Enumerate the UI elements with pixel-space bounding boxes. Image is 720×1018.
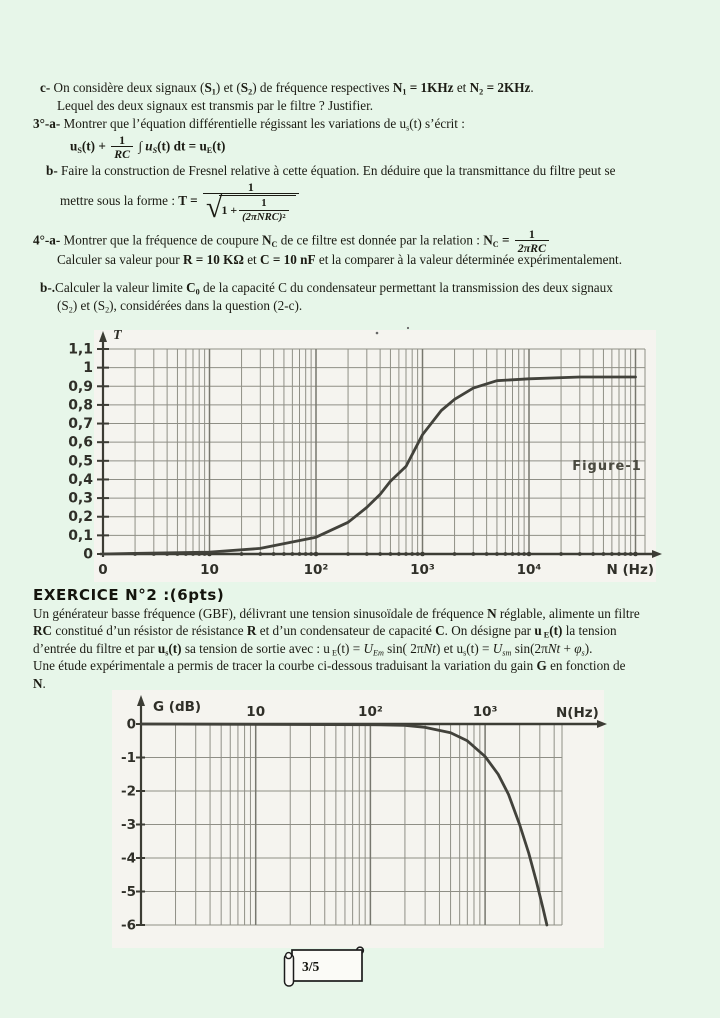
text-segment: et	[243, 252, 261, 267]
text-segment: Nt	[547, 641, 561, 656]
text-segment: = 2KHz	[483, 80, 531, 95]
text-segment: S	[240, 80, 249, 95]
line-transmittance-formula	[60, 181, 301, 223]
line-question-4a	[33, 228, 551, 255]
text-segment: Montrer que l’équation différentielle régissant les variations de u	[63, 116, 407, 131]
line-question-4a2	[57, 252, 622, 269]
text-segment: E	[329, 648, 337, 658]
text-segment: Lequel des deux signaux est transmis par le filtre ? Justifier.	[57, 98, 374, 113]
text-segment: φ	[574, 641, 582, 656]
scroll-roll-curl-icon	[286, 953, 292, 959]
text-segment: 1 +	[221, 203, 238, 218]
text-segment: et d’un condensateur de capacité	[256, 623, 436, 638]
figure2-ytick-label: 0	[126, 716, 136, 733]
text-segment: N	[392, 80, 403, 95]
line-differential-equation	[70, 134, 225, 161]
text-segment: . On désigne par	[444, 623, 535, 638]
text-segment: de ce filtre est donnée par la relation :	[277, 232, 484, 248]
text-segment: s	[165, 648, 169, 658]
text-segment: 2	[282, 212, 286, 220]
text-segment: sin( 2π	[383, 641, 424, 656]
text-segment: (t)	[168, 641, 182, 656]
text-segment: d’entrée du filtre et par	[33, 641, 158, 656]
text-segment: Un générateur basse fréquence (GBF), délivrant une tension sinusoïdale de fréquence	[33, 606, 488, 621]
text-segment: C	[492, 239, 499, 249]
figure2-xaxis-label: N(Hz)	[556, 705, 599, 721]
figure1-xtick-label: 10³	[410, 562, 435, 578]
figure1-xaxis-label: N (Hz)	[606, 562, 654, 578]
figure1-ytick-label: 0	[83, 546, 93, 563]
text-segment: 1	[402, 87, 407, 97]
text-segment: U	[492, 641, 503, 656]
text-segment: et	[453, 80, 470, 95]
figure1-xtick-label: 10	[200, 562, 219, 578]
text-segment: mettre sous la forme :	[60, 192, 179, 208]
text-segment: 4°-a-	[33, 232, 64, 248]
figure1-xtick-label: 0	[98, 562, 108, 578]
figure2-xtick-label: 10²	[358, 704, 383, 720]
text-segment: et la comparer à la valeur déterminée expérimentalement.	[315, 252, 622, 267]
text-segment: ∫	[135, 138, 146, 154]
figure1-caption: Figure-1	[572, 459, 642, 474]
text-segment: C = 10 nF	[260, 252, 316, 267]
text-segment: Em	[372, 648, 384, 658]
fraction	[239, 198, 289, 222]
text-segment: 0	[195, 287, 200, 297]
line-ex2-p3	[33, 641, 592, 659]
text-segment: N	[469, 80, 480, 95]
figure2-ytick-label: -6	[121, 917, 136, 934]
text-segment: b-.	[40, 280, 56, 295]
figure2-ytick-label: -4	[121, 850, 136, 867]
text-segment: S	[204, 80, 212, 95]
figure1-ytick-label: 0,4	[68, 471, 93, 488]
text-segment: (S	[57, 298, 69, 313]
text-segment: 1	[528, 227, 535, 241]
text-segment: N	[33, 676, 43, 691]
text-segment: u	[534, 623, 542, 638]
text-segment: (t) s’écrit :	[409, 116, 465, 131]
text-segment: 2	[248, 87, 253, 97]
page-number-scroll	[276, 942, 380, 997]
figure1-xtick-label: 10⁴	[516, 562, 542, 578]
text-segment: R = 10 KΩ	[182, 252, 244, 267]
text-segment: = 1KHz	[406, 80, 454, 95]
text-segment: ) de fréquence respectives	[252, 80, 393, 95]
figure1-ytick-label: 1,1	[68, 341, 93, 358]
text-segment: Calculer la valeur limite	[55, 280, 187, 295]
text-segment: R	[246, 623, 257, 638]
fraction	[203, 181, 299, 223]
fraction	[111, 134, 133, 161]
line-question-c2	[57, 98, 373, 115]
figure1-ytick-label: 0,8	[68, 397, 93, 414]
text-segment: Montrer que la fréquence de coupure	[63, 232, 262, 248]
exercise2-heading: EXERCICE N°2 :(6pts)	[33, 586, 225, 604]
text-segment: 3°-a-	[33, 116, 64, 131]
text-segment: (t) =	[336, 641, 364, 656]
figure2-xtick-label: 10³	[472, 704, 498, 720]
square-root	[205, 191, 296, 225]
text-segment: E	[206, 145, 213, 155]
line-question-c	[40, 80, 534, 98]
text-segment: S	[152, 145, 158, 155]
text-segment: S	[77, 145, 82, 155]
text-segment: RC	[33, 623, 53, 638]
text-segment: 1	[119, 133, 126, 147]
text-segment: 2	[68, 305, 73, 315]
text-segment: c-	[40, 80, 54, 95]
radical-icon: √	[205, 191, 223, 225]
text-segment: ) et u	[435, 641, 464, 656]
text-segment: (2πNRC)	[242, 210, 283, 223]
text-segment: sin(2π	[511, 641, 548, 656]
text-segment: E	[541, 630, 550, 640]
text-segment: ), considérées dans la question (2-c).	[109, 298, 303, 313]
text-segment: (t) =	[466, 641, 493, 656]
text-segment: G	[536, 658, 547, 673]
line-question-4b2	[57, 298, 302, 316]
line-ex2-p4	[33, 658, 626, 675]
text-segment: s	[406, 123, 410, 133]
figure1-ytick-label: 0,1	[68, 527, 93, 544]
text-segment: C	[186, 280, 196, 295]
text-segment: Nt	[423, 641, 436, 656]
scroll-banner-shape	[276, 942, 380, 992]
text-segment: u	[199, 138, 207, 154]
text-segment: réglable, alimente un filtre	[496, 606, 640, 621]
page-number: 3/5	[302, 959, 320, 974]
text-segment: (t) dt	[157, 138, 186, 154]
text-segment: T	[178, 192, 187, 208]
figure1-xtick-label: 10²	[303, 562, 329, 578]
figure1-ytick-label: 1	[83, 360, 93, 377]
figure2-yaxis-label: G (dB)	[153, 699, 202, 715]
text-segment: de la capacité C du condensateur permettant la transmission des deux signaux	[199, 280, 613, 295]
text-segment: +	[95, 138, 110, 154]
figure1-ytick-label: 0,6	[68, 434, 93, 451]
text-segment: 2	[479, 87, 484, 97]
text-segment: On considère deux signaux (	[53, 80, 205, 95]
figure1-ytick-label: 0,9	[68, 378, 93, 395]
text-segment: N	[262, 232, 272, 248]
text-segment: u	[70, 138, 78, 154]
text-segment: U	[363, 641, 373, 656]
figure2-ytick-label: -3	[121, 817, 136, 833]
text-segment: N	[487, 606, 497, 621]
text-segment: (t)	[549, 623, 563, 638]
text-segment: b-	[46, 163, 62, 178]
text-segment: u	[145, 138, 153, 154]
text-segment: (t)	[81, 138, 96, 154]
text-segment: 1	[247, 180, 254, 194]
text-segment: en fonction de	[546, 658, 626, 673]
text-segment: Faire la construction de Fresnel relative à cette équation. En déduire que la transmittance du filtre peut se	[61, 163, 616, 178]
figure1-ytick-label: 0,2	[68, 509, 93, 526]
text-segment: C	[271, 239, 278, 249]
text-segment: =	[186, 192, 201, 208]
text-segment: 2πRC	[517, 241, 547, 256]
text-segment: C	[435, 623, 445, 638]
figure1-ytick-label: 0,7	[68, 416, 93, 433]
figure2-xtick-label: 10	[246, 704, 266, 720]
figure2-ytick-label: -1	[121, 750, 136, 766]
figure1-svg	[0, 318, 720, 594]
text-segment: s	[581, 648, 585, 658]
text-segment: Calculer sa valeur pour	[57, 252, 183, 267]
text-segment: sa tension de sortie avec : u	[181, 641, 330, 656]
text-segment: 2	[105, 305, 110, 315]
text-segment: u	[157, 641, 166, 656]
figure1-ytick-label: 0,5	[68, 453, 93, 470]
text-segment: s	[463, 648, 467, 658]
text-segment: .	[530, 80, 534, 95]
figure1-yaxis-label: T	[113, 328, 122, 343]
line-question-3b	[46, 163, 615, 180]
line-ex2-p2	[33, 623, 617, 641]
text-segment: +	[560, 641, 575, 656]
line-ex2-p1	[33, 606, 640, 623]
text-segment: =	[185, 138, 200, 154]
text-segment: la tension	[562, 623, 617, 638]
text-segment: Une étude expérimentale a permis de tracer la courbe ci-dessous traduisant la variation du gain	[33, 658, 537, 673]
text-segment: ).	[584, 641, 593, 656]
text-segment: constitué d’un résistor de résistance	[52, 623, 247, 638]
text-segment: =	[498, 232, 513, 248]
figure2-ytick-label: -5	[121, 884, 136, 900]
text-segment: sm	[502, 648, 512, 658]
figure2-ytick-label: -2	[121, 783, 136, 800]
text-segment: N	[483, 232, 493, 248]
text-segment: RC	[114, 147, 131, 162]
figure1-ytick-label: 0,3	[68, 490, 93, 507]
text-segment: (t)	[212, 138, 226, 154]
text-segment: 1	[211, 87, 216, 97]
figure2-svg	[0, 685, 720, 963]
line-question-4b	[40, 280, 613, 298]
text-segment: ) et (S	[72, 298, 106, 313]
text-segment: ) et (	[215, 80, 241, 95]
text-segment: .	[42, 676, 46, 691]
text-segment: 1	[261, 197, 267, 210]
figure2-paper	[112, 690, 604, 948]
fraction	[515, 228, 549, 255]
line-question-3a	[33, 116, 465, 134]
